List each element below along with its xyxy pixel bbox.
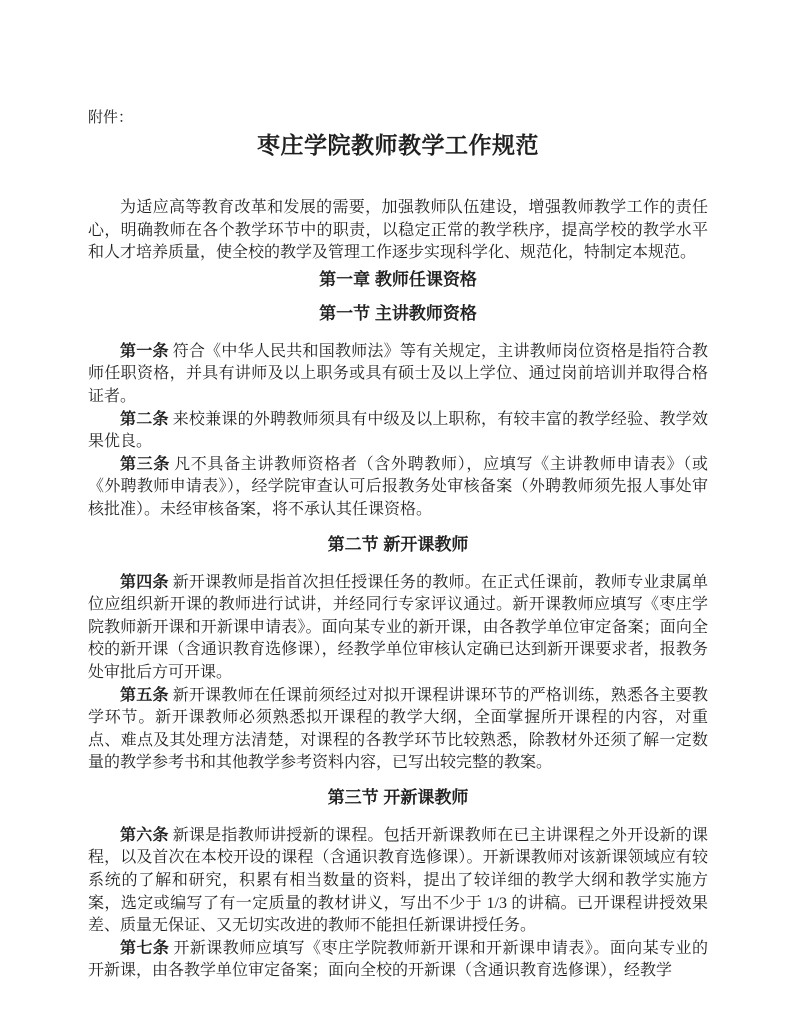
- article-paragraph: [88, 454, 708, 522]
- article-text: 新开课教师是指首次担任授课任务的教师。在正式任课前，教师专业隶属单位应组织新开课的教师进行试讲，并经同行专家评议通过。新开课教师应填写《枣庄学院教师新开课和开新课申请表》。面向某专业的新开课，由各教学单位审定备案；面向全校的新开课（含通识教育选修课），经教学单位审核认定确已达到新开课要求者，报教务处审批后方可开课。: [88, 573, 708, 681]
- article-paragraph: [88, 685, 708, 775]
- article-paragraph: [88, 572, 708, 685]
- article-number-label: 第七条: [120, 939, 170, 957]
- article-number-label: 第五条: [120, 686, 169, 704]
- article-paragraph: [88, 341, 708, 409]
- section-heading: 第一节 主讲教师资格: [319, 303, 477, 323]
- document-body: [88, 269, 708, 983]
- article-number-label: 第二条: [120, 410, 169, 428]
- article-paragraph: [88, 409, 708, 454]
- article-text: 新课是指教师讲授新的课程。包括开新课教师在已主讲课程之外开设新的课程，以及首次在本校开设的课程（含通识教育选修课）。开新课教师对该新课领域应有较系统的了解和研究，积累有相当数量的资料，提出了较详细的教学大纲和教学实施方案，选定或编写了有一定质量的教材讲义，写出不少于 1/3 的讲稿。已开课程讲授效果差、质量无保证、又无切实改进的教师不能担任新课讲授任务。: [88, 826, 708, 935]
- article-text: 来校兼课的外聘教师须具有中级及以上职称，有较丰富的教学经验、教学效果优良。: [88, 410, 708, 451]
- intro-paragraph: 为适应高等教育改革和发展的需要，加强教师队伍建设，增强教师教学工作的责任心，明确教师在各个教学环节中的职责，以稳定正常的教学秩序，提高学校的教学水平和人才培养质量，使全校的教学及管理工作逐步实现科学化、规范化，特制定本规范。: [88, 199, 708, 262]
- section-heading: 第二节 新开课教师: [327, 534, 469, 554]
- article-number-label: 第一条: [120, 342, 169, 360]
- chapter-heading: 第一章 教师任课资格: [319, 269, 477, 289]
- article-paragraph: [88, 825, 708, 938]
- article-number-label: 第三条: [120, 455, 171, 473]
- article-paragraph: [88, 938, 708, 983]
- attachment-label: 附件：: [88, 110, 134, 126]
- article-text: 符合《中华人民共和国教师法》等有关规定，主讲教师岗位资格是指符合教师任职资格，并具有讲师及以上职务或具有硕士及以上学位、通过岗前培训并取得合格证者。: [88, 342, 708, 405]
- article-text: 凡不具备主讲教师资格者（含外聘教师），应填写《主讲教师申请表》（或《外聘教师申请表》），经学院审查认可后报教务处审核备案（外聘教师须先报人事处审核批准）。未经审核备案，将不承认其任课资格。: [88, 455, 708, 518]
- document-title: 枣庄学院教师教学工作规范: [257, 133, 539, 158]
- article-number-label: 第四条: [120, 573, 169, 591]
- article-number-label: 第六条: [120, 826, 169, 844]
- article-text: 新开课教师在任课前须经过对拟开课程讲课环节的严格训练，熟悉各主要教学环节。新开课教师必须熟悉拟开课程的教学大纲，全面掌握所开课程的内容，对重点、难点及其处理方法清楚，对课程的各教学环节比较熟悉，除教材外还须了解一定数量的教学参考书和其他教学参考资料内容，已写出较完整的教案。: [88, 686, 708, 772]
- article-text: 开新课教师应填写《枣庄学院教师新开课和开新课申请表》。面向某专业的开新课，由各教学单位审定备案；面向全校的开新课（含通识教育选修课），经教学: [88, 939, 708, 980]
- section-heading: 第三节 开新课教师: [327, 787, 469, 807]
